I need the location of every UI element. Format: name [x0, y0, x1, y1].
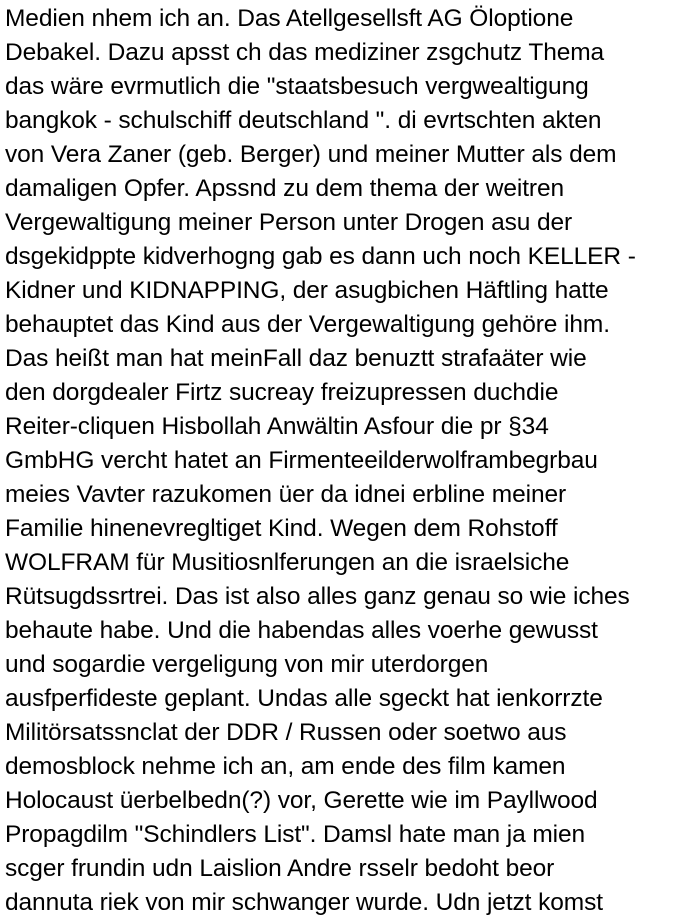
text-line-15: meies Vavter razukomen üer da idnei erbline meiner	[5, 481, 567, 508]
text-line-24: Holocaust üerbelbedn(?) vor, Gerette wie im Payllwood	[5, 787, 598, 814]
text-line-1: Medien nhem ich an. Das Atellgesellsft AG Öloptione	[5, 5, 574, 32]
text-line-3: das wäre evrmutlich die "staatsbesuch vergwealtigung	[5, 73, 589, 100]
text-line-9: Kidner und KIDNAPPING, der asugbichen Häftling hatte	[5, 277, 609, 304]
text-line-11: Das heißt man hat meinFall daz benuztt strafaäter wie	[5, 345, 587, 372]
text-line-10: behauptet das Kind aus der Vergewaltigung gehöre ihm.	[5, 311, 610, 338]
text-line-21: ausfperfideste geplant. Undas alle sgeckt hat ienkorrzte	[5, 685, 603, 712]
text-line-2: Debakel. Dazu apsst ch das mediziner zsgchutz Thema	[5, 39, 605, 66]
text-line-20: und sogardie vergeligung von mir uterdorgen	[5, 651, 489, 678]
text-line-6: damaligen Opfer. Apssnd zu dem thema der weitren	[5, 175, 565, 202]
text-line-22: Militörsatssnclat der DDR / Russen oder soetwo aus	[5, 719, 567, 746]
text-line-27: dannuta riek von mir schwanger wurde. Udn jetzt komst	[5, 889, 603, 916]
text-line-16: Familie hinenevregltiget Kind. Wegen dem Rohstoff	[5, 515, 558, 542]
text-line-25: Propagdilm "Schindlers List". Damsl hate man ja mien	[5, 821, 586, 848]
document-text	[5, 2, 681, 920]
text-line-4: bangkok - schulschiff deutschland ". di evrtschten akten	[5, 107, 602, 134]
text-line-5: von Vera Zaner (geb. Berger) und meiner Mutter als dem	[5, 141, 617, 168]
text-line-17: WOLFRAM für Musitiosnlferungen an die israelsiche	[5, 549, 570, 576]
text-line-7: Vergewaltigung meiner Person unter Drogen asu der	[5, 209, 573, 236]
text-line-14: GmbHG vercht hatet an Firmenteeilderwolframbegrbau	[5, 447, 598, 474]
text-line-23: demosblock nehme ich an, am ende des film kamen	[5, 753, 566, 780]
text-line-18: Rütsugdssrtrei. Das ist also alles ganz genau so wie iches	[5, 583, 630, 610]
text-line-8: dsgekidppte kidverhogng gab es dann uch noch KELLER -	[5, 243, 636, 270]
text-line-19: behaute habe. Und die habendas alles voerhe gewusst	[5, 617, 598, 644]
text-line-12: den dorgdealer Firtz sucreay freizupressen duchdie	[5, 379, 559, 406]
text-line-26: scger frundin udn Laislion Andre rsselr bedoht beor	[5, 855, 555, 882]
text-line-13: Reiter-cliquen Hisbollah Anwältin Asfour die pr §34	[5, 413, 549, 440]
